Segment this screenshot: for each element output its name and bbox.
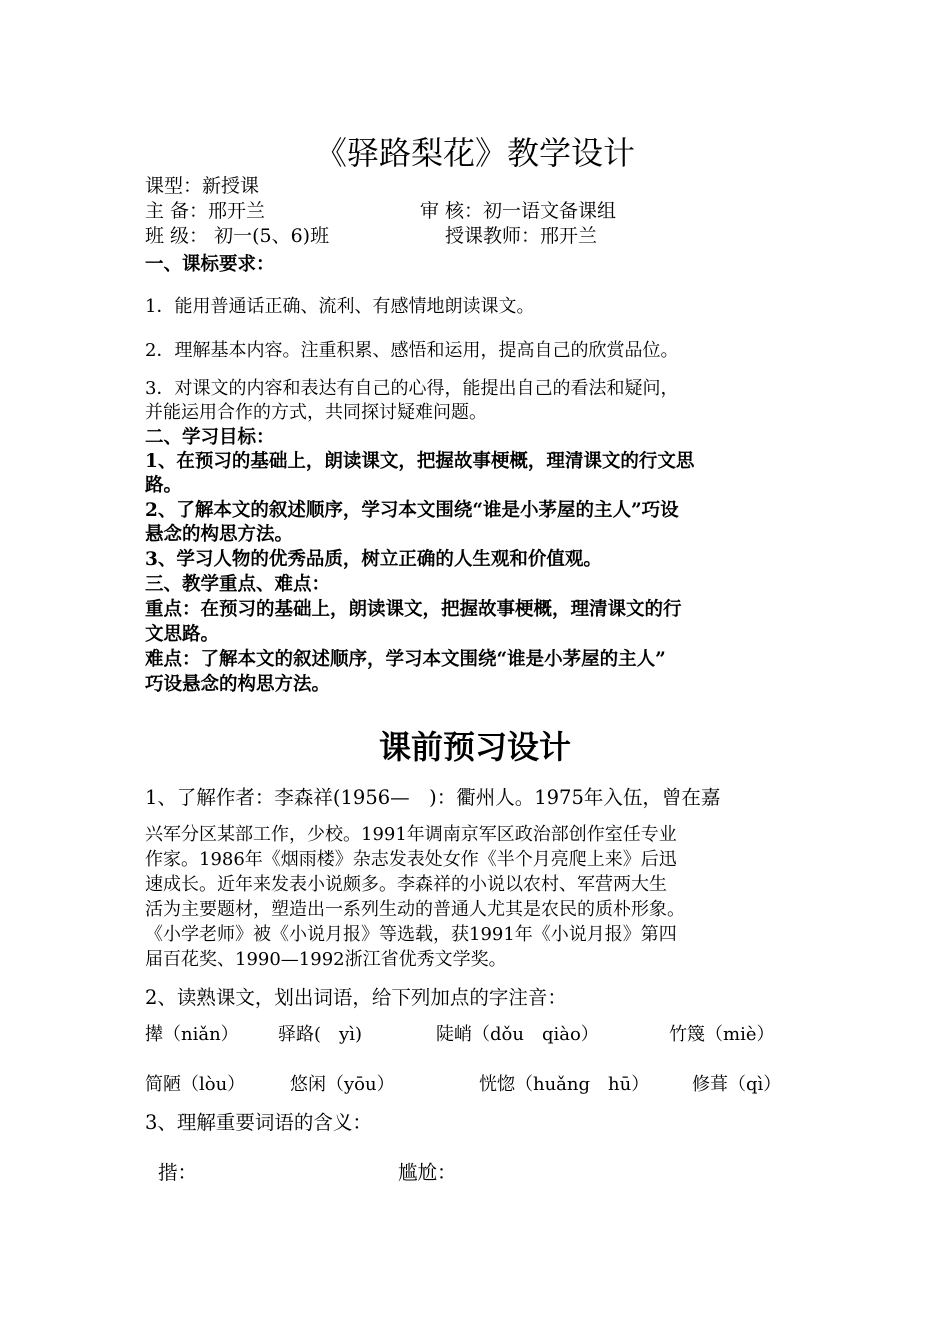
course-type: 课型：新授课 <box>145 175 260 197</box>
standard-item-3-cont: 并能运用合作的方式，共同探讨疑难问题。 <box>145 402 487 423</box>
reviewer: 审 核：初一语文备课组 <box>420 200 617 222</box>
goal-line-2: 路。 <box>145 475 183 496</box>
difficulty-line-2: 巧设悬念的构思方法。 <box>145 674 331 695</box>
class-info: 班 级： 初一(5、6)班 <box>145 225 330 247</box>
goal-line-5: 3、学习人物的优秀品质，树立正确的人生观和价值观。 <box>145 549 602 570</box>
standard-item-2: 2．理解基本内容。注重积累、感悟和运用，提高自己的欣赏品位。 <box>145 340 679 361</box>
pinyin-word: 简陋（lòu） <box>145 1074 246 1095</box>
pinyin-word: 竹篾（miè） <box>669 1024 775 1045</box>
key-point-line-2: 文思路。 <box>145 624 220 645</box>
section2-heading: 二、学习目标： <box>145 427 275 448</box>
document-title: 《驿路梨花》教学设计 <box>314 134 635 172</box>
preview-item-1: 1、了解作者：李森祥(1956— )：衢州人。1975年入伍，曾在嘉 <box>145 786 721 809</box>
preparer: 主 备：邢开兰 <box>145 200 266 222</box>
section1-heading: 一、课标要求： <box>145 254 275 275</box>
author-line-4: 活为主要题材，塑造出一系列生动的普通人尤其是农民的质朴形象。 <box>145 899 685 920</box>
term-ganga: 尴尬： <box>398 1161 457 1184</box>
preview-item-3: 3、理解重要词语的含义： <box>145 1111 372 1134</box>
standard-item-3: 3．对课文的内容和表达有自己的心得，能提出自己的看法和疑问， <box>145 378 679 399</box>
section3-heading: 三、教学重点、难点： <box>145 574 331 595</box>
standard-item-1: 1．能用普通话正确、流利、有感情地朗读课文。 <box>145 296 535 317</box>
preview-heading: 课前预习设计 <box>378 728 571 766</box>
pinyin-word: 陡峭（dǒu qiào） <box>436 1024 599 1045</box>
author-line-5: 《小学老师》被《小说月报》等选载，获1991年《小说月报》第四 <box>145 924 677 945</box>
goal-line-3: 2、了解本文的叙述顺序，学习本文围绕“谁是小茅屋的主人”巧设 <box>145 500 679 521</box>
author-line-3: 速成长。近年来发表小说颇多。李森祥的小说以农村、军营两大生 <box>145 874 667 895</box>
key-point-line-1: 重点：在预习的基础上，朗读课文，把握故事梗概，理清课文的行 <box>145 599 682 620</box>
pinyin-word: 驿路( yì) <box>278 1024 362 1045</box>
difficulty-line-1: 难点：了解本文的叙述顺序，学习本文围绕“谁是小茅屋的主人” <box>145 649 666 670</box>
pinyin-word: 悠闲（yōu） <box>290 1074 395 1095</box>
preview-item-2: 2、读熟课文，划出词语，给下列加点的字注音： <box>145 986 567 1009</box>
author-line-1: 兴军分区某部工作，少校。1991年调南京军区政治部创作室任专业 <box>145 824 677 845</box>
goal-line-1: 1、在预习的基础上，朗读课文，把握故事梗概，理清课文的行文思 <box>145 451 695 472</box>
goal-line-4: 悬念的构思方法。 <box>145 524 294 545</box>
pinyin-word: 恍惚（huǎng hū） <box>479 1074 650 1095</box>
author-line-2: 作家。1986年《烟雨楼》杂志发表处女作《半个月亮爬上来》后迅 <box>145 849 677 870</box>
author-line-6: 届百花奖、1990—1992浙江省优秀文学奖。 <box>145 949 507 970</box>
teacher: 授课教师：邢开兰 <box>445 225 598 247</box>
term-kai: 揩： <box>158 1161 198 1184</box>
pinyin-word: 撵（niǎn） <box>145 1024 239 1045</box>
pinyin-word: 修葺（qì） <box>692 1074 782 1095</box>
